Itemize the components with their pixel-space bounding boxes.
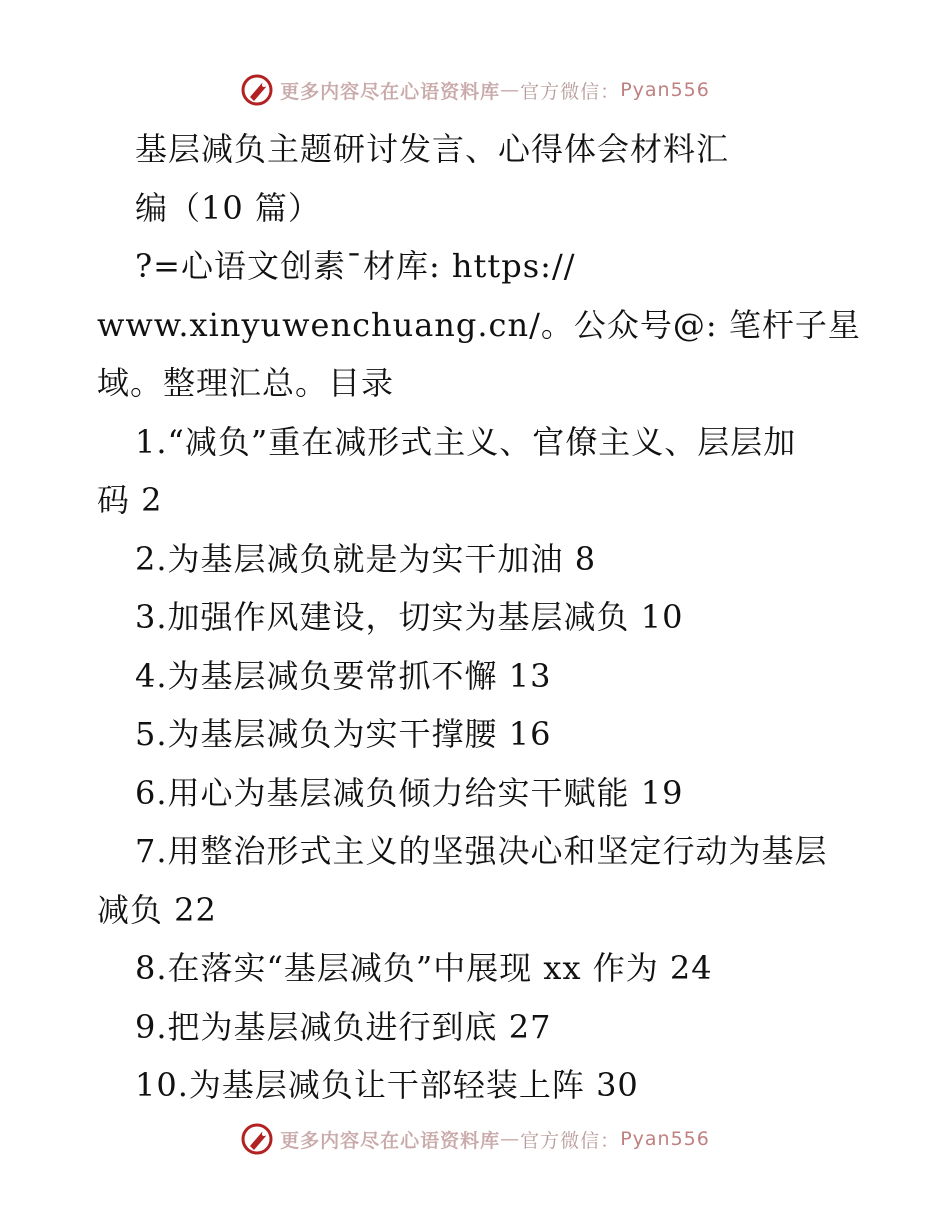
toc-item-2: 2.为基层减负就是为实干加油 8 [135,539,597,578]
banner-separator: — [500,79,521,101]
banner-wechat-id: Pyan556 [620,1128,710,1150]
toc-item-9: 9.把为基层减负进行到底 27 [135,1007,552,1046]
banner-sub: 官方微信： [520,80,621,103]
toc-item-5: 5.为基层减负为实干撑腰 16 [135,715,552,753]
banner-wechat-id: Pyan556 [620,79,710,101]
document-title-line-1: 基层减负主题研讨发言、心得体会材料汇 [135,130,730,168]
source-line-2: www.xinyuwenchuang.cn/。公众号@: 笔杆子星 [97,305,861,344]
source-line-3: 域。整理汇总。目录 [97,364,395,402]
toc-item-6: 6.用心为基层减负倾力给实干赋能 19 [135,773,684,812]
pen-nib-logo-icon [240,1122,274,1156]
toc-item-3: 3.加强作风建设，切实为基层减负 10 [135,598,684,636]
toc-item-8: 8.在落实“基层减负”中展现 xx 作为 24 [135,949,713,987]
banner-sub: 官方微信： [520,1129,621,1152]
banner-separator: — [500,1128,521,1150]
source-line-1: ?=心语文创素¯材库: https:// [135,247,576,285]
document-body [97,120,877,1115]
footer-watermark-banner [0,1119,950,1159]
banner-text: 更多内容尽在心语资料库 [280,1129,501,1152]
header-watermark-banner [0,70,950,110]
document-title-line-2: 编（10 篇） [135,188,321,227]
toc-item-7-cont: 减负 22 [97,890,217,929]
toc-item-1-cont: 码 2 [97,481,163,519]
toc-item-10: 10.为基层减负让干部轻装上阵 30 [135,1066,639,1104]
toc-item-7: 7.用整治形式主义的坚强决心和坚定行动为基层 [135,832,828,870]
toc-item-1: 1.“减负”重在减形式主义、官僚主义、层层加 [135,422,797,461]
pen-nib-logo-icon [240,73,274,107]
toc-item-4: 4.为基层减负要常抓不懈 13 [135,656,552,695]
banner-text: 更多内容尽在心语资料库 [280,80,501,103]
